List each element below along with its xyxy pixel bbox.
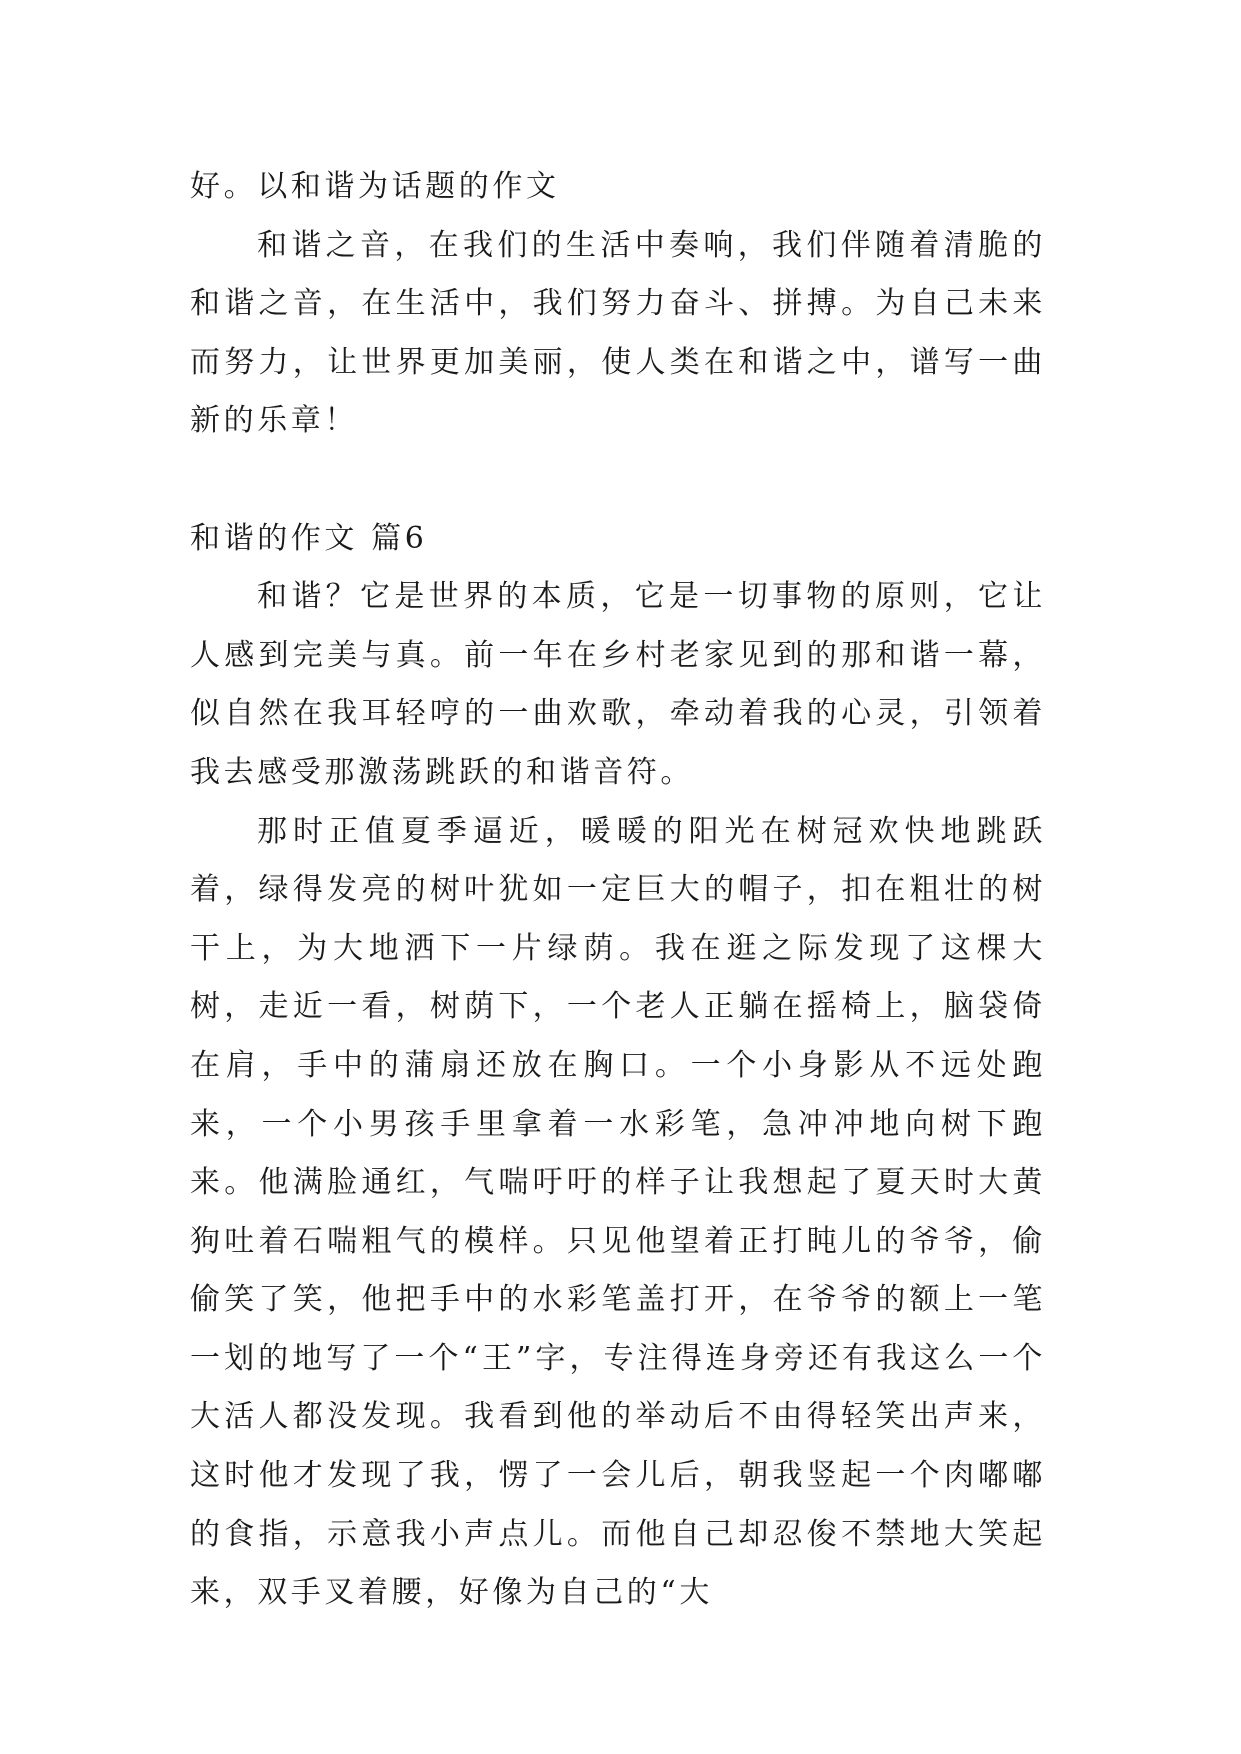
paragraph-body: 那时正值夏季逼近，暖暖的阳光在树冠欢快地跳跃着，绿得发亮的树叶犹如一定巨大的帽子，扣在粗壮的树干上，为大地洒下一片绿荫。我在逛之际发现了这棵大树，走近一看，树荫下，一个老人正躺在摇椅上，脑袋倚在肩，手中的蒲扇还放在胸口。一个小身影从不远处跑来，一个小男孩手里拿着一水彩笔，急冲冲地向树下跑来。他满脸通红，气喘吁吁的样子让我想起了夏天时大黄狗吐着石喘粗气的模样。只见他望着正打盹儿的爷爷，偷偷笑了笑，他把手中的水彩笔盖打开，在爷爷的额上一笔一划的地写了一个“王”字，专注得连身旁还有我这么一个大活人都没发现。我看到他的举动后不由得轻笑出声来，这时他才发现了我，愣了一会儿后，朝我竖起一个肉嘟嘟的食指，示意我小声点儿。而他自己却忍俊不禁地大笑起来，双手叉着腰，好像为自己的“大 [190, 813, 1046, 1611]
paragraph-body: 和谐之音，在我们的生活中奏响，我们伴随着清脆的和谐之音，在生活中，我们努力奋斗、拼搏。为自己未来而努力，让世界更加美丽，使人类在和谐之中，谱写一曲新的乐章！ [190, 227, 1046, 439]
section-heading: 和谐的作文 篇6 [190, 520, 428, 556]
document-body [190, 158, 1046, 1623]
paragraph-continuation: 好。以和谐为话题的作文 [190, 169, 560, 204]
paragraph-spacer [190, 451, 1046, 510]
paragraph-body: 和谐？它是世界的本质，它是一切事物的原则，它让人感到完美与真。前一年在乡村老家见到的那和谐一幕，似自然在我耳轻哼的一曲欢歌，牵动着我的心灵，引领着我去感受那激荡跳跃的和谐音符。 [190, 579, 1046, 790]
